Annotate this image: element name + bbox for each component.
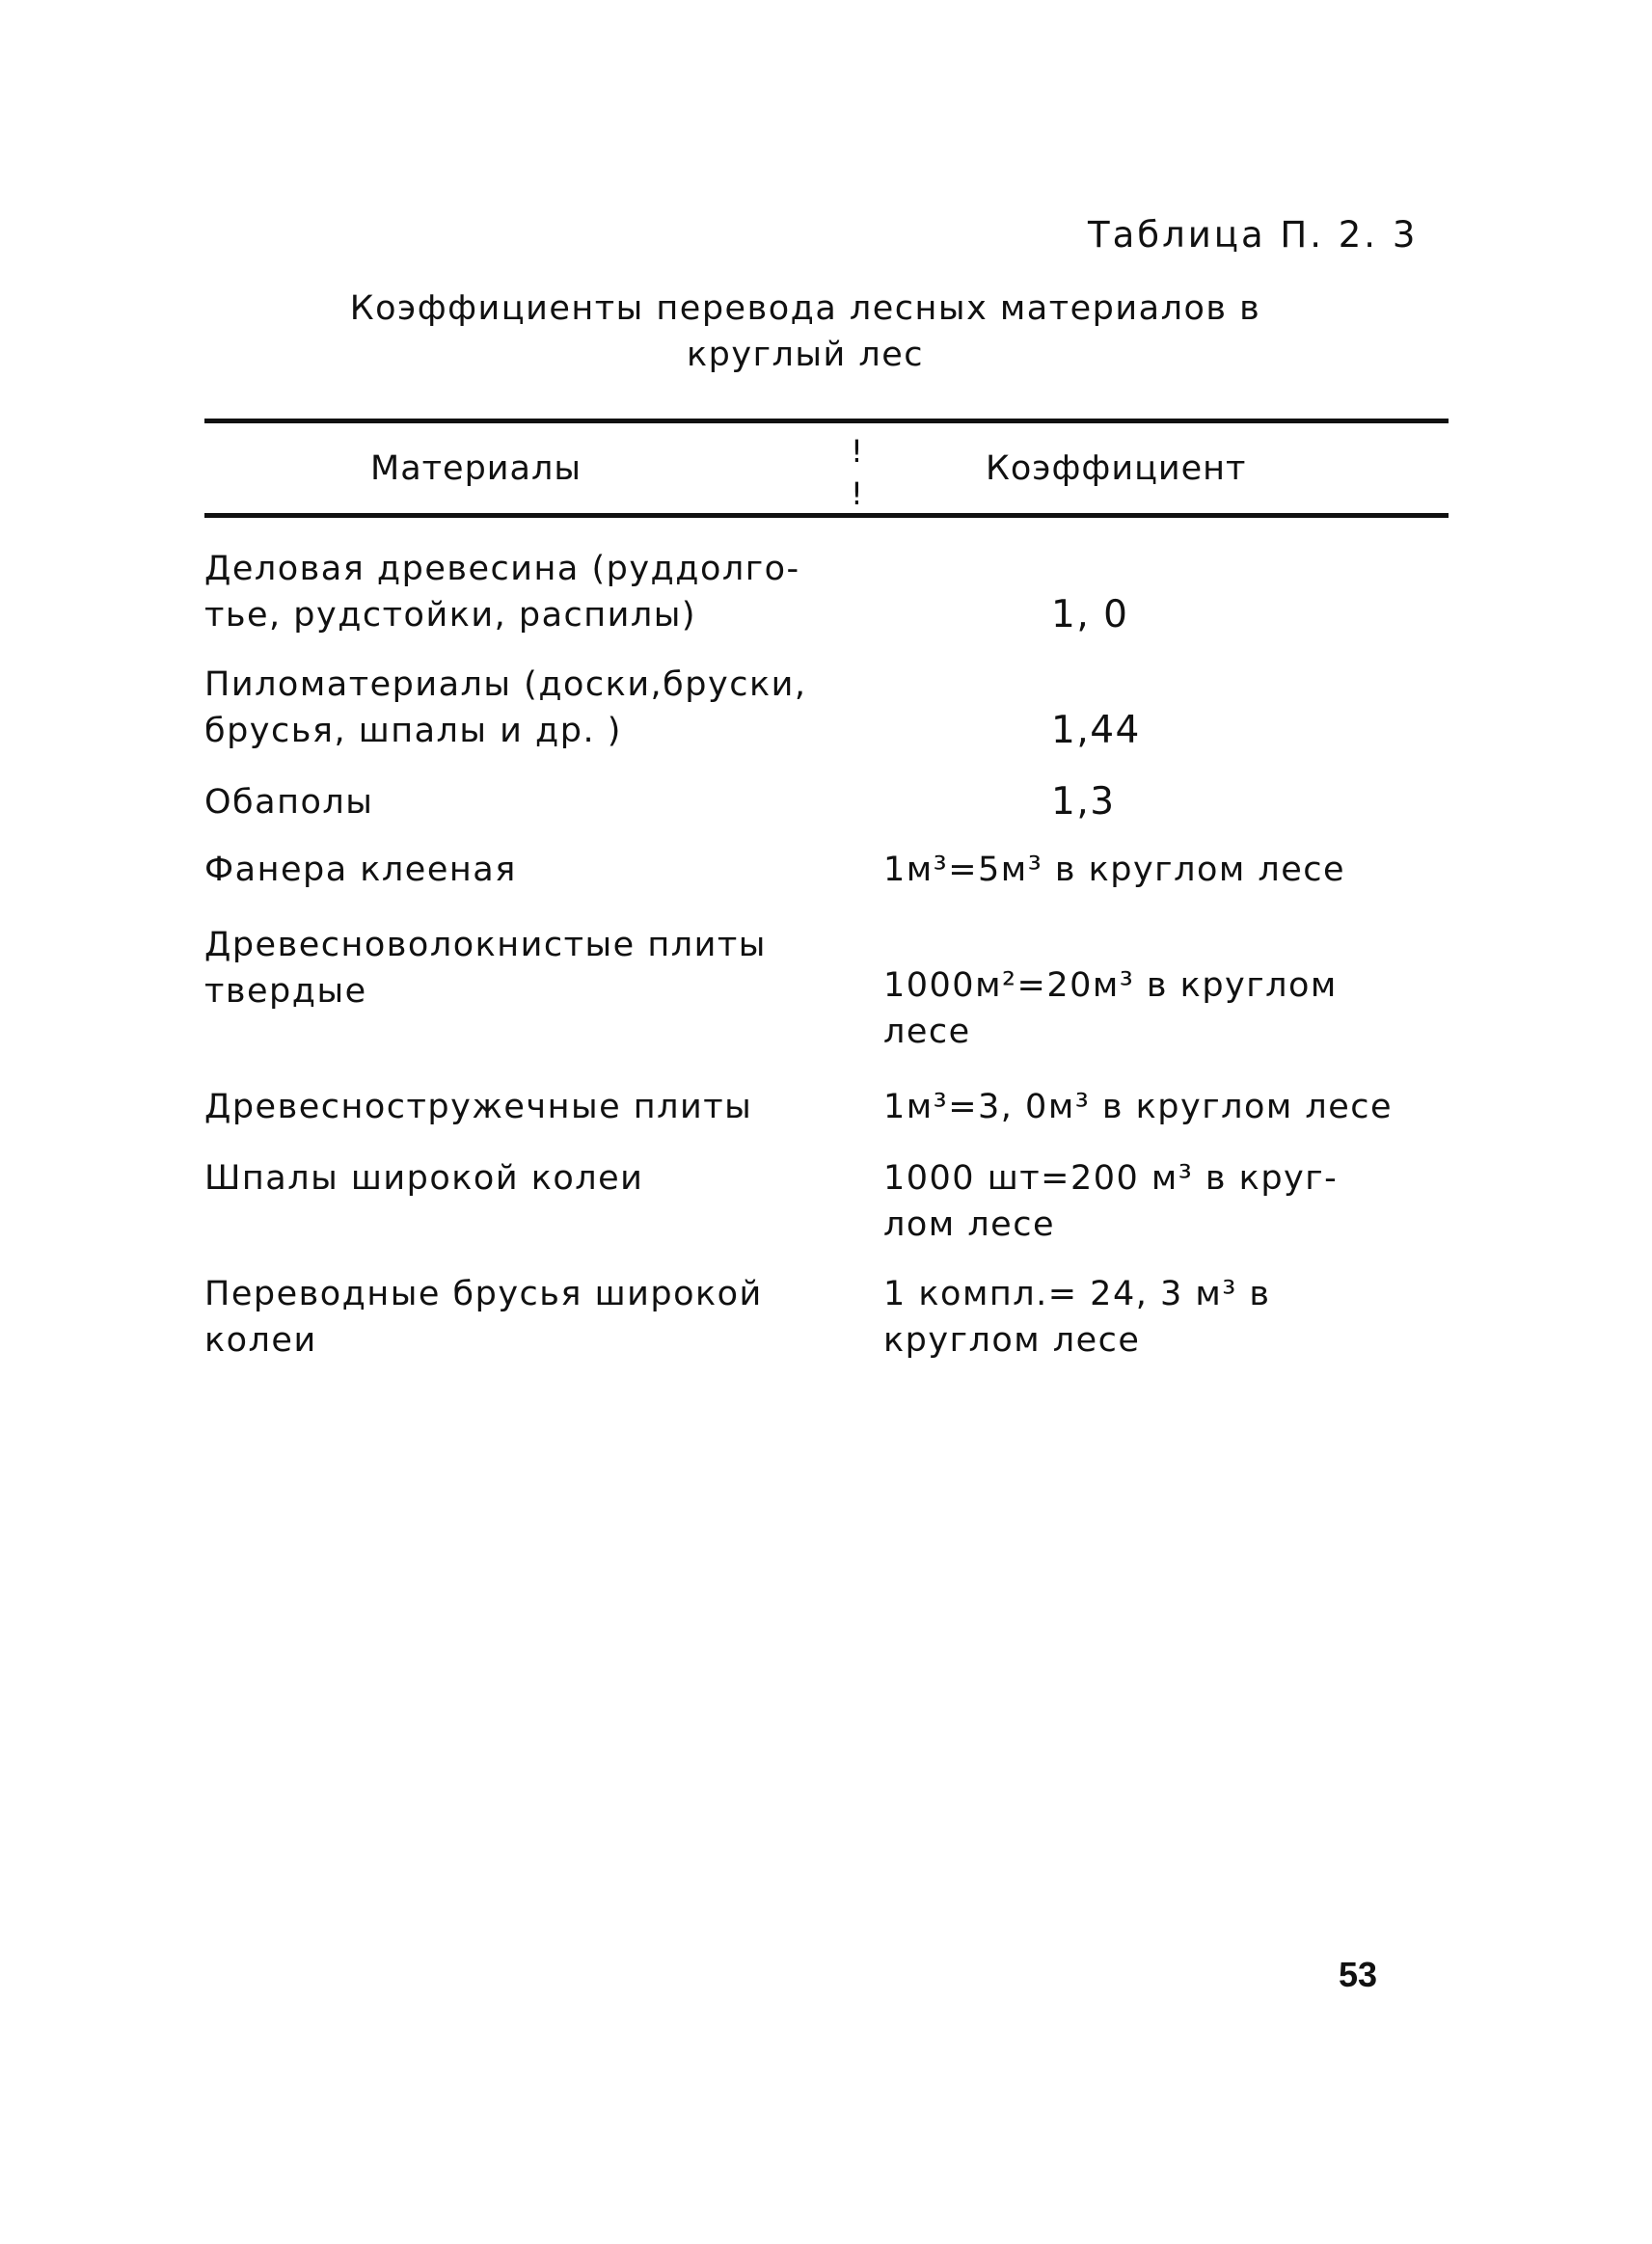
coefficient-line: 1,3 (1051, 780, 1116, 824)
caption-line-2: круглый лес (687, 336, 924, 374)
coefficient-cell (883, 1271, 1462, 1364)
material-line: Древесностружечные плиты (204, 1088, 753, 1126)
header-separator (851, 430, 862, 515)
material-line: брусья, шпалы и др. ) (204, 712, 622, 750)
material-cell (204, 662, 841, 754)
page-number: 53 (1339, 1955, 1378, 1994)
material-line: Обаполы (204, 783, 374, 822)
coefficient-cell (1051, 592, 1630, 638)
table-caption (289, 285, 1321, 378)
material-line: тье, рудстойки, распилы) (204, 596, 697, 635)
coefficient-cell (1051, 779, 1630, 825)
coefficient-cell (883, 1084, 1462, 1130)
coefficient-line: лесе (883, 1013, 971, 1051)
material-line: Переводные брусья широкой (204, 1275, 763, 1313)
material-line: Деловая древесина (руддолго- (204, 550, 800, 588)
header-separator-mark: ! (851, 475, 863, 512)
coefficient-line: 1000 шт=200 м³ в круг- (883, 1159, 1339, 1198)
coefficient-cell (883, 1155, 1462, 1248)
material-line: Шпалы широкой колеи (204, 1159, 644, 1198)
material-cell (204, 779, 841, 825)
material-cell (204, 546, 841, 638)
material-cell (204, 922, 841, 1014)
coefficient-line: 1, 0 (1051, 593, 1129, 636)
coefficient-line: лом лесе (883, 1205, 1055, 1244)
material-line: колеи (204, 1321, 317, 1360)
material-line: Фанера клееная (204, 851, 517, 889)
header-separator-mark: ! (851, 433, 863, 470)
coefficient-cell (1051, 708, 1630, 754)
material-line: твердые (204, 972, 367, 1011)
header-materials: Материалы (370, 449, 582, 488)
table-header-rule (204, 513, 1449, 518)
coefficient-line: 1000м²=20м³ в круглом (883, 966, 1338, 1005)
coefficient-line: 1м³=5м³ в круглом лесе (883, 851, 1346, 889)
caption-line-1: Коэффициенты перевода лесных материалов в (349, 289, 1261, 328)
material-cell (204, 1084, 841, 1130)
coefficient-cell (883, 847, 1462, 893)
coefficient-line: 1м³=3, 0м³ в круглом лесе (883, 1088, 1394, 1126)
table-label: Таблица П. 2. 3 (1088, 214, 1419, 256)
material-line: Пиломатериалы (доски,бруски, (204, 665, 807, 704)
table-top-rule (204, 419, 1449, 423)
material-line: Древесноволокнистые плиты (204, 926, 767, 964)
material-cell (204, 1271, 841, 1364)
coefficient-cell (883, 962, 1462, 1055)
material-cell (204, 1155, 841, 1202)
coefficient-line: круглом лесе (883, 1321, 1141, 1360)
header-coefficient: Коэффициент (986, 449, 1247, 488)
coefficient-line: 1,44 (1051, 709, 1141, 752)
coefficient-line: 1 компл.= 24, 3 м³ в (883, 1275, 1271, 1313)
material-cell (204, 847, 841, 893)
